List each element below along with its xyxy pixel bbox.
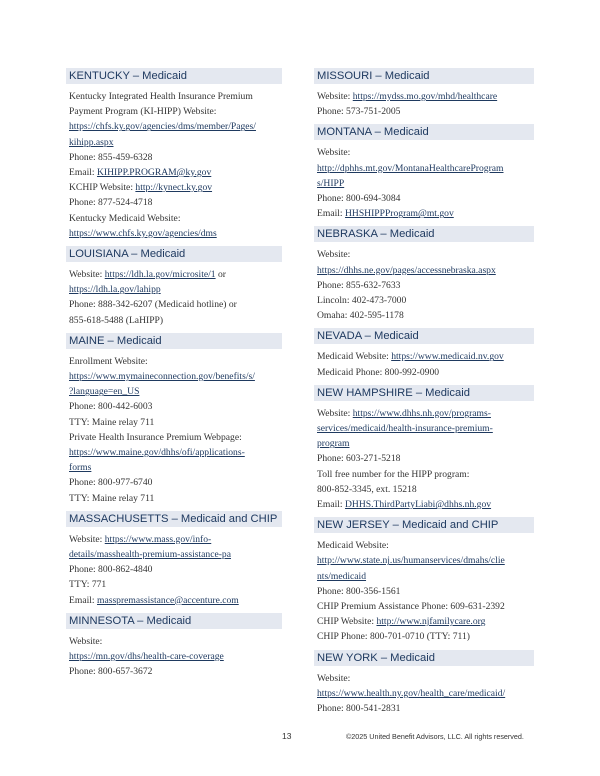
section-montana [314, 124, 534, 221]
contact-line [66, 445, 282, 460]
contact-line [314, 701, 534, 716]
contact-line [314, 293, 534, 308]
contact-text: CHIP Phone: 800-701-0710 (TTY: 711) [317, 631, 470, 643]
contact-line [314, 145, 534, 160]
contact-line [314, 467, 534, 482]
contact-text: or [215, 269, 226, 281]
section-nevada [314, 328, 534, 379]
contact-line [66, 415, 282, 430]
contact-line [66, 354, 282, 369]
contact-line [314, 421, 534, 436]
section-header: LOUISIANA – Medicaid [66, 246, 282, 262]
contact-text: Phone: 800-541-2831 [317, 703, 401, 715]
contact-line [314, 584, 534, 599]
contact-text: Phone: 800-862-4840 [69, 564, 153, 576]
section-missouri [314, 68, 534, 119]
section-header: NEW YORK – Medicaid [314, 650, 534, 666]
contact-link[interactable]: s/HIPP [317, 177, 345, 189]
contact-text: Medicaid Phone: 800-992-0900 [317, 366, 440, 378]
contact-link[interactable]: https://dhhs.ne.gov/pages/accessnebraska.aspx [317, 264, 496, 276]
section-minnesota [66, 613, 282, 680]
contact-text: Email: [317, 208, 345, 220]
section-louisiana [66, 246, 282, 328]
contact-line [314, 176, 534, 191]
contact-link[interactable]: https://www.mymaineconnection.gov/benefits/s/ [69, 371, 255, 383]
contact-text: Kentucky Integrated Health Insurance Premium [69, 91, 253, 102]
contact-link[interactable]: http://kynect.ky.gov [135, 182, 213, 194]
contact-line [314, 686, 534, 701]
contact-line [66, 562, 282, 577]
left-column [66, 68, 282, 685]
section-new-jersey [314, 517, 534, 644]
contact-line [314, 406, 534, 421]
contact-line [314, 89, 534, 104]
contact-text: Email: [69, 167, 97, 179]
section-header: KENTUCKY – Medicaid [66, 68, 282, 84]
contact-line [314, 104, 534, 119]
contact-text: CHIP Premium Assistance Phone: 609-631-2392 [317, 601, 505, 613]
contact-line [314, 263, 534, 278]
page-number: 13 [282, 731, 292, 741]
section-header: MONTANA – Medicaid [314, 124, 534, 140]
contact-line [314, 191, 534, 206]
contact-link[interactable]: KIHIPP.PROGRAM@ky.gov [96, 167, 212, 179]
section-nebraska [314, 226, 534, 323]
contact-line [66, 297, 282, 312]
section-header: MAINE – Medicaid [66, 333, 282, 349]
contact-line [314, 614, 534, 629]
contact-line [66, 384, 282, 399]
contact-link[interactable]: program [317, 438, 350, 450]
contact-line [314, 161, 534, 176]
contact-line [66, 119, 282, 134]
contact-line [66, 460, 282, 475]
contact-link[interactable]: https://www.mass.gov/info- [104, 533, 212, 545]
contact-line [66, 313, 282, 328]
contact-text: Omaha: 402-595-1178 [317, 310, 404, 322]
contact-text: Phone: 855-459-6328 [69, 151, 153, 163]
contact-text: Private Health Insurance Premium Webpage: [69, 431, 242, 443]
contact-text: Phone: 800-442-6003 [69, 401, 153, 413]
contact-line [314, 629, 534, 644]
section-massachusetts [66, 511, 282, 608]
contact-text: 800-852-3345, ext. 15218 [317, 483, 417, 495]
contact-line [66, 369, 282, 384]
contact-link[interactable]: kihipp.aspx [69, 136, 114, 148]
contact-line [314, 206, 534, 221]
contact-line [314, 349, 534, 364]
contact-line [314, 436, 534, 451]
contact-link[interactable]: https://ldh.la.gov/microsite/1 [104, 269, 216, 281]
contact-line [314, 599, 534, 614]
contact-line [66, 634, 282, 649]
contact-text: Phone: 800-694-3084 [317, 193, 401, 205]
contact-link[interactable]: https://www.dhhs.nh.gov/programs- [352, 407, 491, 419]
contact-line [66, 267, 282, 282]
contact-text: Kentucky Medicaid Website: [69, 212, 181, 224]
section-kentucky [66, 68, 282, 241]
contact-text: 855-618-5488 (LaHIPP) [69, 314, 164, 326]
contact-line [66, 104, 282, 119]
contact-link[interactable]: http://dphhs.mt.gov/MontanaHealthcareProgram [317, 162, 504, 174]
contact-line [66, 282, 282, 297]
contact-line [66, 89, 282, 104]
contact-text: Toll free number for the HIPP program: [317, 468, 470, 480]
contact-line [314, 451, 534, 466]
contact-line [66, 475, 282, 490]
contact-link[interactable]: ?language=en_US [69, 386, 140, 398]
contact-link[interactable]: masspremassistance@accenture.com [96, 594, 239, 606]
contact-text: Phone: 855-632-7633 [317, 279, 401, 291]
contact-line [66, 491, 282, 506]
contact-text: Website: [317, 672, 351, 684]
contact-link[interactable]: http://www.njfamilycare.org [376, 616, 486, 628]
contact-line [66, 211, 282, 226]
contact-line [314, 538, 534, 553]
contact-line [66, 135, 282, 150]
contact-link[interactable]: services/medicaid/health-insurance-premium- [317, 423, 493, 435]
contact-text: Website: [317, 249, 351, 261]
contact-text: Phone: 888-342-6207 (Medicaid hotline) or [69, 299, 237, 311]
contact-text: Payment Program (KI-HIPP) Website: [69, 106, 217, 118]
contact-text: Phone: 573-751-2005 [317, 106, 401, 118]
contact-line [66, 430, 282, 445]
contact-text: Website: [69, 635, 103, 647]
contact-text: Phone: 800-657-3672 [69, 666, 153, 678]
contact-text: Enrollment Website: [69, 355, 148, 367]
contact-link[interactable]: https://chfs.ky.gov/agencies/dms/member/Pages/ [69, 121, 256, 133]
contact-line [314, 553, 534, 568]
contact-line [66, 165, 282, 180]
contact-text: Website: [69, 533, 105, 545]
contact-line [314, 569, 534, 584]
contact-link[interactable]: https://mydss.mo.gov/mhd/healthcare [352, 91, 498, 102]
contact-line [314, 247, 534, 262]
copyright-notice: ©2025 United Benefit Advisors, LLC. All rights reserved. [346, 732, 524, 741]
contact-text: Email: [317, 499, 345, 511]
contact-text: Website: [317, 407, 353, 419]
section-maine [66, 333, 282, 506]
section-new-hampshire [314, 385, 534, 512]
contact-line [66, 593, 282, 608]
contact-line [314, 482, 534, 497]
contact-line [66, 547, 282, 562]
contact-text: Phone: 800-977-6740 [69, 477, 153, 489]
section-new-york [314, 650, 534, 717]
contact-link[interactable]: nts/medicaid [317, 570, 367, 582]
contact-line [66, 150, 282, 165]
right-column [314, 68, 534, 721]
section-header: MASSACHUSETTS – Medicaid and CHIP [66, 511, 282, 527]
contact-link[interactable]: https://www.chfs.ky.gov/agencies/dms [69, 227, 217, 239]
contact-text: TTY: Maine relay 711 [69, 492, 155, 504]
contact-line [314, 278, 534, 293]
contact-text: Medicaid Website: [317, 351, 392, 363]
contact-link[interactable]: forms [69, 462, 92, 474]
contact-text: Phone: 877-524-4718 [69, 197, 153, 209]
contact-text: Website: [69, 269, 105, 281]
contact-line [314, 365, 534, 380]
contact-link[interactable]: HHSHIPPProgram@mt.gov [344, 208, 454, 220]
contact-line [314, 308, 534, 323]
contact-link[interactable]: http://www.state.nj.us/humanservices/dmahs/clie [317, 555, 505, 567]
contact-text: Phone: 603-271-5218 [317, 453, 401, 465]
contact-text: TTY: 771 [69, 579, 107, 591]
contact-line [66, 664, 282, 679]
section-header: NEBRASKA – Medicaid [314, 226, 534, 242]
contact-text: Website: [317, 91, 353, 102]
contact-line [66, 180, 282, 195]
contact-link[interactable]: details/masshealth-premium-assistance-pa [69, 549, 231, 561]
contact-link[interactable]: https://www.health.ny.gov/health_care/medicaid/ [317, 687, 506, 699]
section-header: MINNESOTA – Medicaid [66, 613, 282, 629]
section-header: MISSOURI – Medicaid [314, 68, 534, 84]
contact-text: Email: [69, 594, 97, 606]
contact-link[interactable]: https://ldh.la.gov/lahipp [69, 284, 161, 296]
contact-line [314, 497, 534, 512]
contact-link[interactable]: https://www.maine.gov/dhhs/ofi/applications- [69, 447, 245, 459]
section-header: NEVADA – Medicaid [314, 328, 534, 344]
contact-line [66, 532, 282, 547]
contact-line [66, 226, 282, 241]
contact-link[interactable]: https://www.medicaid.nv.gov [391, 351, 504, 363]
contact-link[interactable]: DHHS.ThirdPartyLiabi@dhhs.nh.gov [344, 499, 492, 511]
contact-text: TTY: Maine relay 711 [69, 416, 155, 428]
contact-text: CHIP Website: [317, 616, 377, 628]
contact-text: Website: [317, 147, 351, 159]
contact-line [66, 649, 282, 664]
contact-line [314, 671, 534, 686]
contact-line [66, 399, 282, 414]
contact-line [66, 577, 282, 592]
contact-text: Phone: 800-356-1561 [317, 585, 401, 597]
contact-text: Lincoln: 402-473-7000 [317, 295, 407, 307]
section-header: NEW HAMPSHIRE – Medicaid [314, 385, 534, 401]
contact-text: KCHIP Website: [69, 182, 136, 194]
contact-line [66, 195, 282, 210]
contact-link[interactable]: https://mn.gov/dhs/health-care-coverage [69, 651, 224, 663]
section-header: NEW JERSEY – Medicaid and CHIP [314, 517, 534, 533]
contact-text: Medicaid Website: [317, 540, 389, 552]
